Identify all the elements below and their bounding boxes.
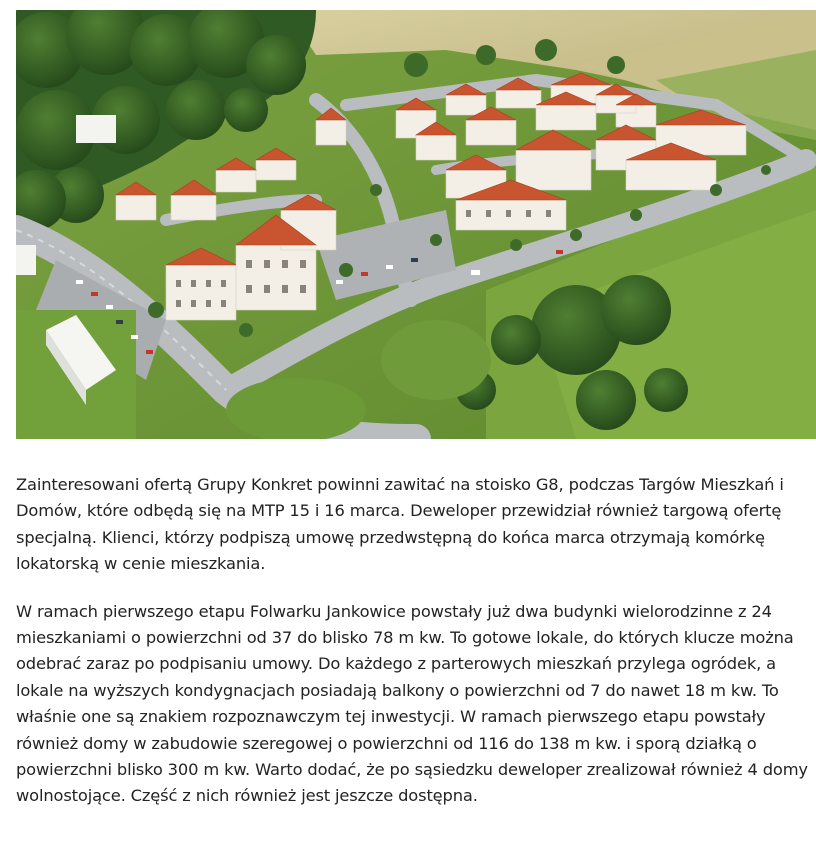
- hero-image: [16, 10, 816, 439]
- article-body: [16, 472, 808, 831]
- aerial-rendering-illustration: [16, 10, 816, 439]
- article-paragraph-2: W ramach pierwszego etapu Folwarku Jankowice powstały już dwa budynki wielorodzinne z 24 mieszkaniami o powierzchni od 37 do blisko 78 m kw. To gotowe lokale, do których klucze można odebrać zaraz po podpisaniu umowy. Do każdego z parterowych mieszkań przylega ogródek, a lokale na wyższych kondygnacjach posiadają balkony o powierzchni od 7 do nawet 18 m kw. To właśnie one są znakiem rozpoznawczym tej inwestycji. W ramach pierwszego etapu powstały również domy w zabudowie szeregowej o powierzchni od 116 do 138 m kw. i sporą działką o powierzchni blisko 300 m kw. Warto dodać, że po sąsiedzku deweloper zrealizował również 4 domy wolnostojące. Część z nich również jest jeszcze dostępna.: [16, 601, 808, 806]
- article-paragraph-1: Zainteresowani ofertą Grupy Konkret powinni zawitać na stoisko G8, podczas Targów Mieszkań i Domów, które odbędą się na MTP 15 i 16 marca. Deweloper przewidział również targową ofertę specjalną. Klienci, którzy podpiszą umowę przedwstępną do końca marca otrzymają komórkę lokatorską w cenie mieszkania.: [16, 475, 784, 574]
